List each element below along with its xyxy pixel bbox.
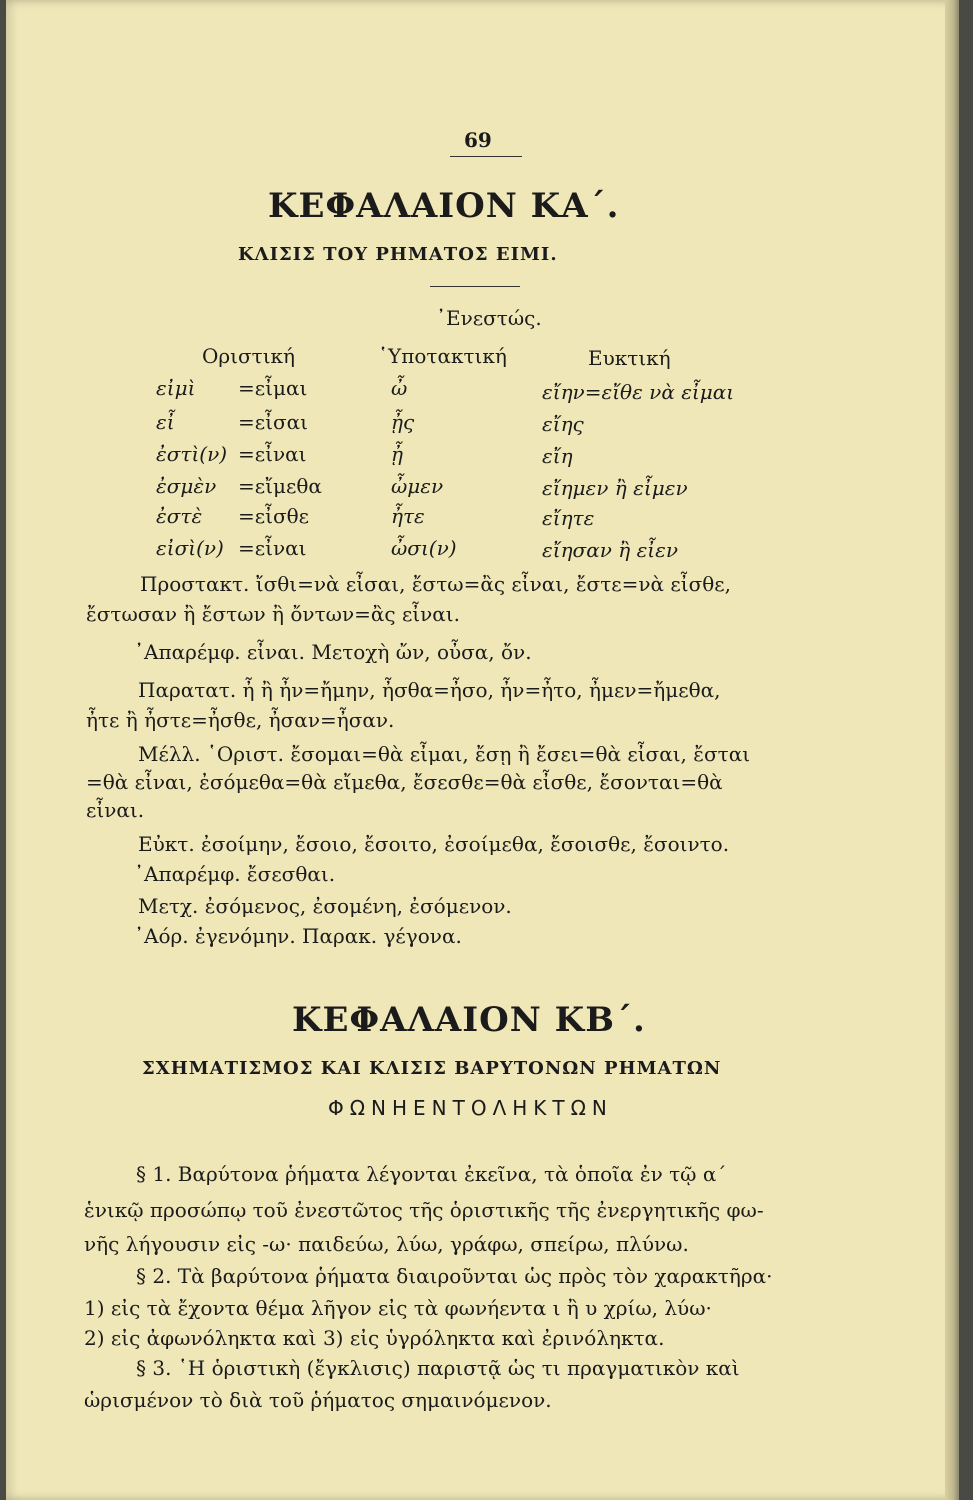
- table-row-opt: εἴη: [542, 444, 573, 468]
- table-row-opt: εἴητε: [542, 506, 595, 530]
- text-line: § 1. Βαρύτονα ῥήματα λέγονται ἐκεῖνα, τὰ ὁποῖα ἐν τῷ α΄: [136, 1162, 727, 1186]
- table-row-opt: εἴην=εἴθε νὰ εἶμαι: [542, 380, 735, 404]
- text-line: ὡρισμένον τὸ διὰ τοῦ ῥήματος σημαινόμενον.: [84, 1388, 552, 1412]
- chapter2-subtitle2: ΦΩΝΗΕΝΤΟΛΗΚΤΩΝ: [328, 1096, 613, 1120]
- table-row-opt: εἴημεν ἢ εἶμεν: [542, 476, 688, 500]
- table-row-ind: ἐσμὲν: [156, 474, 217, 498]
- table-row-subj: ὦσι(ν): [391, 536, 457, 560]
- col-indicative: Οριστική: [202, 344, 296, 368]
- page-number-rule: [450, 156, 522, 157]
- text-line: § 2. Τὰ βαρύτονα ῥήματα διαιροῦνται ὡς πρὸς τὸν χαρακτῆρα·: [136, 1264, 773, 1288]
- text-line: =θὰ εἶναι, ἐσόμεθα=θὰ εἴμεθα, ἔσεσθε=θὰ εἶσθε, ἔσονται=θὰ: [86, 770, 723, 794]
- text-line: ἦτε ἢ ἦστε=ἦσθε, ἦσαν=ἦσαν.: [86, 708, 395, 732]
- page-spine: [945, 0, 959, 1500]
- table-row-ind-eq: =εἶναι: [238, 536, 307, 560]
- table-row-subj: ᾖς: [391, 410, 415, 434]
- table-row-opt: εἴησαν ἢ εἶεν: [542, 538, 679, 562]
- text-line: ἔστωσαν ἢ ἔστων ἢ ὄντων=ἂς εἶναι.: [86, 602, 461, 626]
- table-row-ind: ἐστὶ(ν): [156, 442, 228, 466]
- chapter1-subtitle: ΚΛΙΣΙΣ ΤΟΥ ΡΗΜΑΤΟΣ ΕΙΜΙ.: [238, 244, 558, 265]
- text-line: 2) εἰς ἀφωνόληκτα καὶ 3) εἰς ὑγρόληκτα καὶ ἐρινόληκτα.: [84, 1326, 665, 1350]
- table-row-ind-eq: =εἴμεθα: [238, 474, 322, 498]
- table-row-ind: εἰμὶ: [156, 376, 196, 400]
- table-row-ind: ἐστὲ: [156, 504, 203, 528]
- text-line: ᾿Απαρέμφ. ἔσεσθαι.: [134, 862, 336, 886]
- text-line: Μέλλ. ῾Οριστ. ἔσομαι=θὰ εἶμαι, ἔσῃ ἢ ἔσει=θὰ εἶσαι, ἔσται: [138, 742, 751, 766]
- table-row-ind-eq: =εἶμαι: [238, 376, 308, 400]
- text-line: εἶναι.: [86, 798, 145, 822]
- chapter1-title: ΚΕΦΑΛΑΙΟΝ ΚΑ΄.: [268, 186, 620, 226]
- table-row-ind: εἰσὶ(ν): [156, 536, 224, 560]
- table-row-subj: ὦ: [391, 376, 408, 400]
- text-line: Εὐκτ. ἐσοίμην, ἔσοιο, ἔσοιτο, ἐσοίμεθα, ἔσοισθε, ἔσοιντο.: [138, 832, 730, 856]
- text-line: ᾿Αόρ. ἐγενόμην. Παρακ. γέγονα.: [134, 924, 462, 948]
- text-line: νῆς λήγουσιν εἰς -ω· παιδεύω, λύω, γράφω, σπείρω, πλύνω.: [84, 1232, 689, 1256]
- text-line: § 3. ῾Η ὁριστικὴ (ἔγκλισις) παριστᾷ ὡς τι πραγματικὸν καὶ: [136, 1356, 740, 1380]
- subtitle-rule: [430, 286, 520, 287]
- chapter2-subtitle: ΣΧΗΜΑΤΙΣΜΟΣ ΚΑΙ ΚΛΙΣΙΣ ΒΑΡΥΤΟΝΩΝ ΡΗΜΑΤΩΝ: [142, 1058, 722, 1079]
- chapter2-title: ΚΕΦΑΛΑΙΟΝ ΚΒ΄.: [292, 1000, 646, 1040]
- tense-heading: ᾿Ενεστώς.: [436, 306, 542, 330]
- table-row-ind-eq: =εἶναι: [238, 442, 307, 466]
- page-number: 69: [464, 128, 492, 152]
- text-line: Προστακτ. ἴσθι=νὰ εἶσαι, ἔστω=ἂς εἶναι, ἔστε=νὰ εἶσθε,: [140, 572, 732, 596]
- table-row-ind-eq: =εἶσαι: [238, 410, 308, 434]
- text-line: ᾿Απαρέμφ. εἶναι. Μετοχὴ ὤν, οὖσα, ὄν.: [134, 640, 532, 664]
- book-page: [6, 0, 959, 1500]
- text-line: ἑνικῷ προσώπῳ τοῦ ἐνεστῶτος τῆς ὁριστικῆς τῆς ἐνεργητικῆς φω-: [84, 1198, 764, 1222]
- table-row-subj: ᾖ: [391, 442, 403, 466]
- text-line: 1) εἰς τὰ ἔχοντα θέμα λῆγον εἰς τὰ φωνήεντα ι ἢ υ χρίω, λύω·: [84, 1296, 712, 1320]
- col-optative: Ευκτική: [588, 346, 671, 370]
- table-row-subj: ἦτε: [391, 504, 425, 528]
- text-line: Μετχ. ἐσόμενος, ἐσομένη, ἐσόμενον.: [138, 894, 512, 918]
- text-line: Παρατατ. ἦ ἢ ἦν=ἤμην, ἦσθα=ἦσο, ἦν=ἦτο, ἦμεν=ἤμεθα,: [138, 678, 721, 702]
- table-row-ind: εἶ: [156, 410, 175, 434]
- col-subjunctive: ῾Υποτακτική: [378, 344, 507, 368]
- table-row-ind-eq: =εἶσθε: [238, 504, 310, 528]
- table-row-opt: εἴης: [542, 412, 584, 436]
- table-row-subj: ὦμεν: [391, 474, 444, 498]
